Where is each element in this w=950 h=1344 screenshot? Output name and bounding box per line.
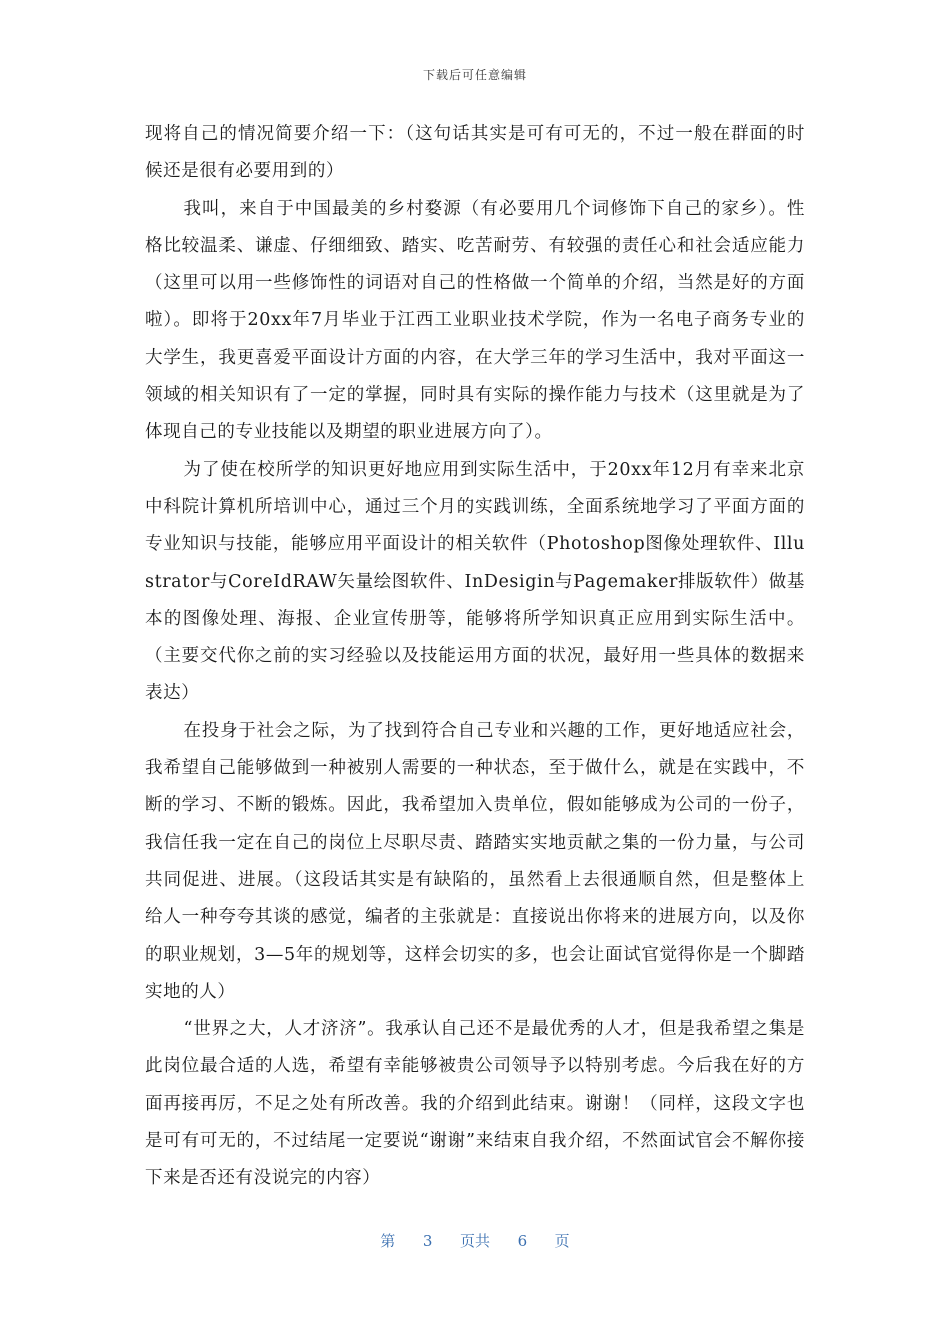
document-body [145,116,805,1198]
paragraph-self-description: 我叫，来自于中国最美的乡村婺源（有必要用几个词修饰下自己的家乡）。性格比较温柔、谦虚、仔细细致、踏实、吃苦耐劳、有较强的责任心和社会适应能力（这里可以用一些修饰性的词语对自己的性格做一个简单的介绍，当然是好的方面啦）。即将于20xx年7月毕业于江西工业职业技术学院，作为一名电子商务专业的大学生，我更喜爱平面设计方面的内容，在大学三年的学习生活中，我对平面这一领域的相关知识有了一定的掌握，同时具有实际的操作能力与技术（这里就是为了体现自己的专业技能以及期望的职业进展方向了）。 [145,198,805,443]
paragraph-intro: 现将自己的情况简要介绍一下：（这句话其实是可有可无的，不过一般在群面的时候还是很有必要用到的） [145,124,805,182]
paragraph-training-experience: 为了使在校所学的知识更好地应用到实际生活中，于20xx年12月有幸来北京中科院计算机所培训中心，通过三个月的实践训练，全面系统地学习了平面方面的专业知识与技能，能够应用平面设计的相关软件（Photoshop图像处理软件、Illustrator与CoreIdRAW矢量绘图软件、InDesigin与Pagemaker排版软件）做基本的图像处理、海报、企业宣传册等，能够将所学知识真正应用到实际生活中。（主要交代你之前的实习经验以及技能运用方面的状况，最好用一些具体的数据来表达） [145,459,805,704]
page-footer [0,1230,950,1251]
footer-current-page: 3 [422,1232,433,1250]
header-text: 下载后可任意编辑 [422,68,527,82]
page-header [0,66,950,83]
footer-middle: 页共 [459,1232,490,1250]
footer-page-prefix: 第 [380,1232,396,1250]
paragraph-career-goal: 在投身于社会之际，为了找到符合自己专业和兴趣的工作，更好地适应社会，我希望自己能够做到一种被别人需要的一种状态，至于做什么，就是在实践中，不断的学习、不断的锻炼。因此，我希望加入贵单位，假如能够成为公司的一份子，我信任我一定在自己的岗位上尽职尽责、踏踏实实地贡献之集的一份力量，与公司共同促进、进展。（这段话其实是有缺陷的，虽然看上去很通顺自然，但是整体上给人一种夸夸其谈的感觉，编者的主张就是：直接说出你将来的进展方向，以及你的职业规划，3—5年的规划等，这样会切实的多，也会让面试官觉得你是一个脚踏实地的人） [145,720,805,1002]
paragraph-closing: “世界之大，人才济济”。我承认自己还不是最优秀的人才，但是我希望之集是此岗位最合适的人选，希望有幸能够被贵公司领导予以特别考虑。今后我在好的方面再接再厉，不足之处有所改善。我的介绍到此结束。谢谢！（同样，这段文字也是可有可无的，不过结尾一定要说“谢谢”来结束自我介绍，不然面试官会不解你接下来是否还有没说完的内容） [145,1019,805,1189]
footer-page-suffix: 页 [554,1232,570,1250]
footer-total-pages: 6 [517,1232,528,1250]
